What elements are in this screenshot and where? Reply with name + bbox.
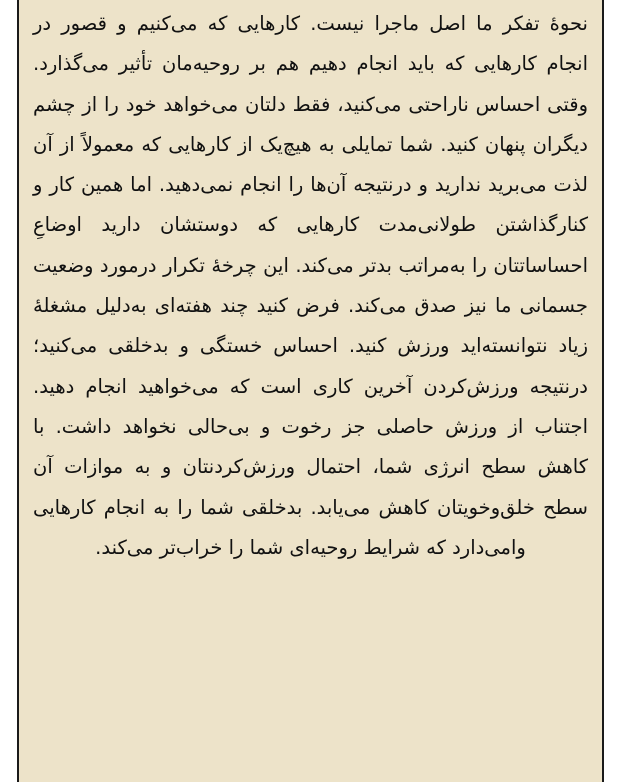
body-paragraph: نحوهٔ تفکر ما اصل ماجرا نیست. کارهایی که می‌کنیم و قصور در انجام کارهایی که باید انجام دهیم هم بر روحیه‌مان تأثیر می‌گذارد. وقتی احساس ناراحتی می‌کنید، فقط دلتان می‌خواهد خود را از چشم دیگران پنهان کنید. شما تمایلی به هیچ‌یک از کارهایی که معمولاً از آن لذت می‌برید ندارید و درنتیجه آن‌ها را انجام نمی‌دهید. اما همین کار و کنارگذاشتن طولانی‌مدت کارهایی که دوستشان دارید اوضاعِ احساساتتان را به‌مراتب بدتر می‌کند. این چرخهٔ تکرار درمورد وضعیت جسمانی ما نیز صدق می‌کند. فرض کنید چند هفته‌ای به‌دلیل مشغلهٔ زیاد نتوانسته‌اید ورزش کنید. احساس خستگی و بدخلقی می‌کنید؛ درنتیجه ورزش‌کردن آخرین کاری است که می‌خواهید انجام دهید. اجتناب از ورزش حاصلی جز رخوت و بی‌حالی نخواهد داشت. با کاهش سطح انرژی شما، احتمال ورزش‌کردنتان و به موازات آن سطح خلق‌وخویتان کاهش می‌یابد. بدخلقی شما را به انجام کارهایی وامی‌دارد که شرایط روحیه‌ای شما را خراب‌تر می‌کند. [33,12,588,559]
text-box [17,0,604,782]
